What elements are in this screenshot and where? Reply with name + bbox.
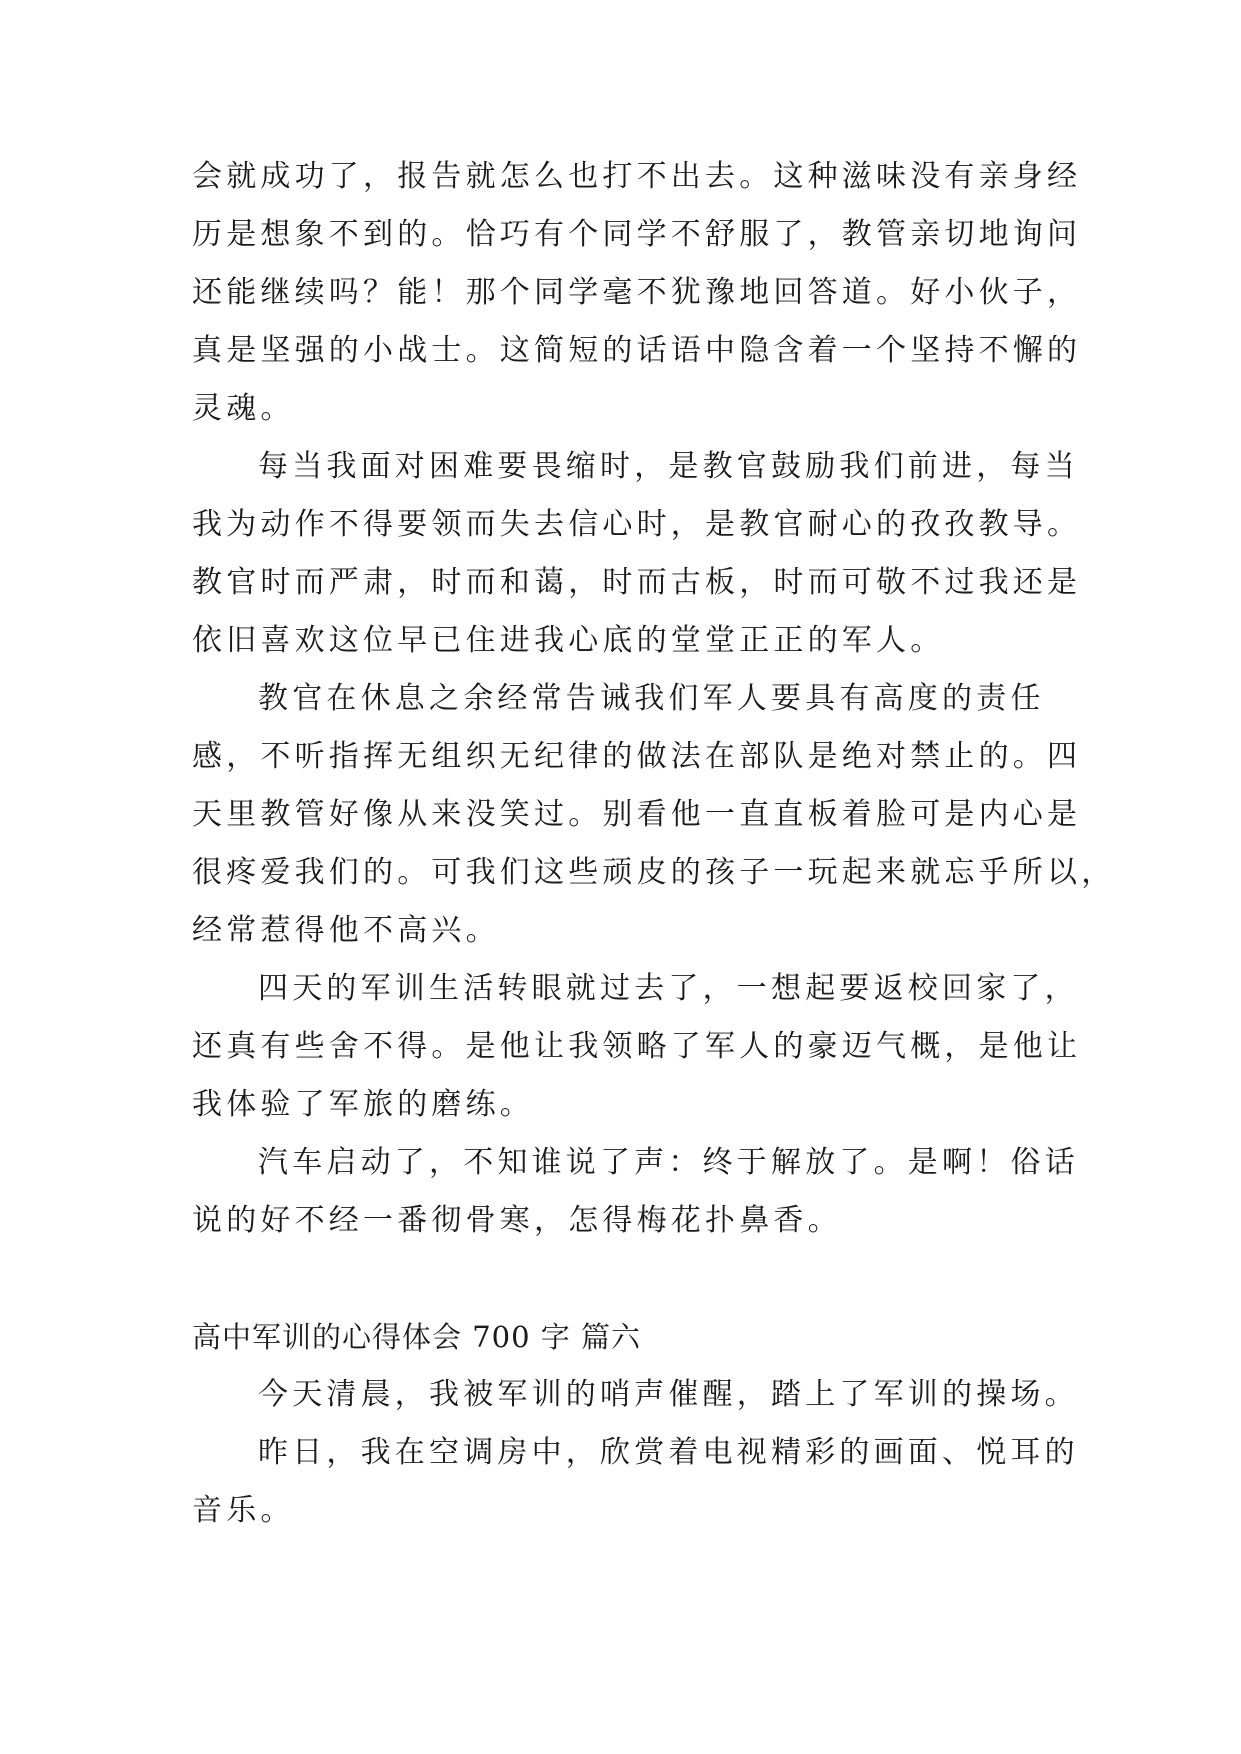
text-line: 每当我面对困难要畏缩时，是教官鼓励我们前进，每当 [258,449,1079,484]
paragraph [192,148,1082,438]
text-line: 今天清晨，我被军训的哨声催醒，踏上了军训的操场。 [258,1377,1079,1412]
paragraph [192,438,1082,670]
text-line: 历是想象不到的。恰巧有个同学不舒服了，教管亲切地询问 [192,217,1082,252]
text-line: 天里教管好像从来没笑过。别看他一直直板着脸可是内心是 [192,797,1082,832]
text-line: 很疼爱我们的。可我们这些顽皮的孩子一玩起来就忘乎所以， [192,855,1116,890]
section-heading: 高中军训的心得体会 700 字 篇六 [192,1320,642,1354]
body-text-top [192,148,1116,1540]
text-line: 还能继续吗？能！那个同学毫不犹豫地回答道。好小伙子， [192,275,1082,310]
text-line: 教官在休息之余经常告诫我们军人要具有高度的责任 [258,681,1045,716]
section-spacer [192,1250,1062,1308]
text-line: 音乐。 [192,1493,295,1528]
text-line: 灵魂。 [192,391,295,426]
paragraph [192,1134,1079,1250]
text-line: 经常惹得他不高兴。 [192,913,500,948]
text-line: 我为动作不得要领而失去信心时，是教官耐心的孜孜教导。 [192,507,1082,542]
text-line: 昨日，我在空调房中，欣赏着电视精彩的画面、悦耳的 [258,1435,1079,1470]
text-line: 依旧喜欢这位早已住进我心底的堂堂正正的军人。 [192,623,945,658]
text-line: 四天的军训生活转眼就过去了，一想起要返校回家了， [258,971,1079,1006]
text-line: 汽车启动了，不知谁说了声：终于解放了。是啊！俗话 [258,1145,1079,1180]
text-line: 教官时而严肃，时而和蔼，时而古板，时而可敬不过我还是 [192,565,1082,600]
paragraph [192,670,1116,960]
paragraph [192,960,1082,1134]
paragraph [192,1424,1079,1540]
text-line: 我体验了军旅的磨练。 [192,1087,534,1122]
text-line: 还真有些舍不得。是他让我领略了军人的豪迈气概，是他让 [192,1029,1082,1064]
text-line: 真是坚强的小战士。这简短的话语中隐含着一个坚持不懈的 [192,333,1082,368]
paragraph [192,1366,1079,1424]
text-line: 会就成功了，报告就怎么也打不出去。这种滋味没有亲身经 [192,159,1082,194]
text-line: 感，不听指挥无组织无纪律的做法在部队是绝对禁止的。四 [192,739,1082,774]
text-line: 说的好不经一番彻骨寒，怎得梅花扑鼻香。 [192,1203,842,1238]
